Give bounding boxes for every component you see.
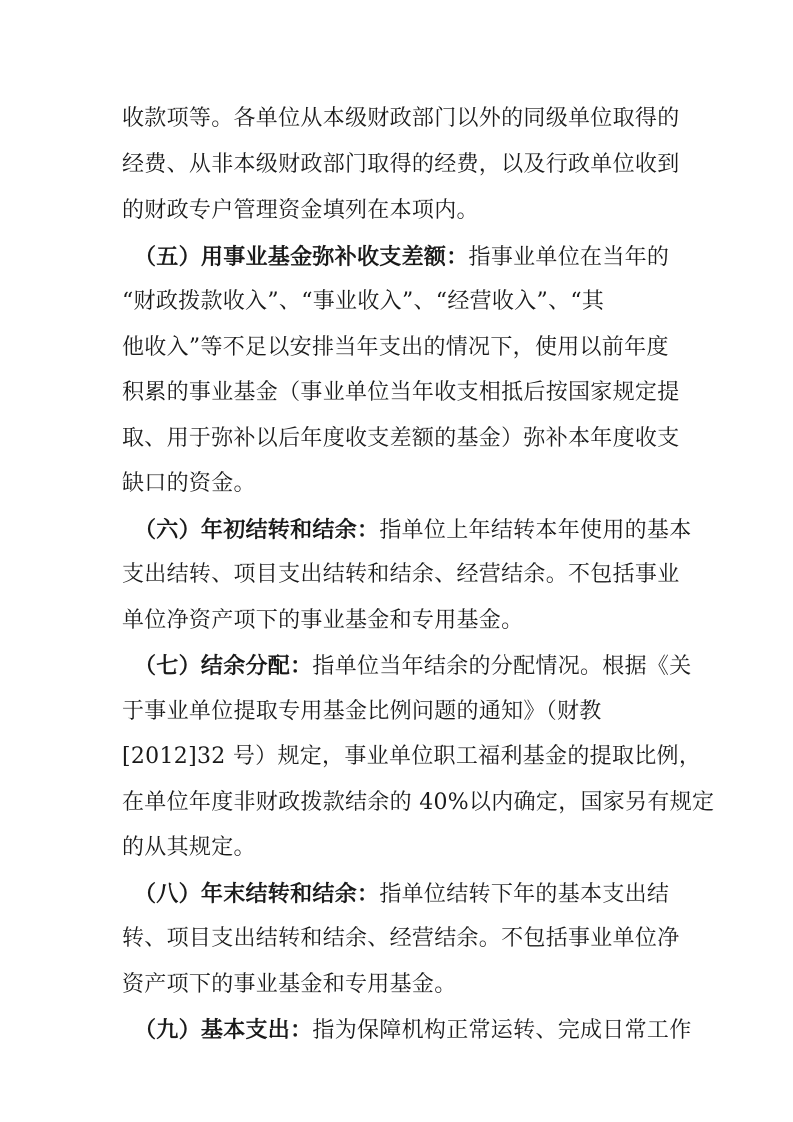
text-line: 单位净资产项下的事业基金和专用基金。 <box>122 608 524 633</box>
text-line: 取、用于弥补以后年度收支差额的基金）弥补本年度收支 <box>122 426 680 451</box>
paragraph-text: 指单位结转下年的基本支出结 <box>379 882 670 907</box>
text-line: 积累的事业基金（事业单位当年收支相抵后按国家规定提 <box>122 380 680 405</box>
text-line: 缺口的资金。 <box>122 471 256 496</box>
text-line: 在单位年度非财政拨款结余的 40%以内确定，国家另有规定 <box>122 790 715 815</box>
paragraph-text: 指单位上年结转本年使用的基本 <box>379 518 692 543</box>
paragraph-first-line <box>134 1015 692 1046</box>
section-heading: （五）用事业基金弥补收支差额： <box>134 244 469 270</box>
text-line: 的从其规定。 <box>122 835 256 860</box>
paragraph-first-line <box>134 879 669 910</box>
paragraph-text: 指事业单位在当年的 <box>468 245 670 270</box>
section-heading: （七）结余分配： <box>134 653 313 679</box>
section-heading: （六）年初结转和结余： <box>134 517 380 543</box>
paragraph-text: 指为保障机构正常运转、完成日常工作 <box>312 1018 692 1043</box>
text-line: 于事业单位提取专用基金比例问题的通知》（财教 <box>122 699 602 724</box>
paragraph-first-line <box>134 242 669 273</box>
text-line: “财政拨款收入”、“事业收入”、“经营收入”、“其 <box>122 289 605 314</box>
text-line: [2012]32 号）规定，事业单位职工福利基金的提取比例， <box>122 744 702 769</box>
section-heading: （八）年末结转和结余： <box>134 881 380 907</box>
section-heading: （九）基本支出： <box>134 1017 313 1043</box>
text-line: 转、项目支出结转和结余、经营结余。不包括事业单位净 <box>122 926 680 951</box>
paragraph-first-line <box>134 515 692 546</box>
text-line: 他收入”等不足以安排当年支出的情况下，使用以前年度 <box>122 335 669 360</box>
text-line: 收款项等。各单位从本级财政部门以外的同级单位取得的 <box>122 106 680 131</box>
paragraph-first-line <box>134 651 692 682</box>
paragraph-text: 指单位当年结余的分配情况。根据《关 <box>312 654 692 679</box>
text-line: 的财政专户管理资金填列在本项内。 <box>122 198 479 223</box>
text-line: 支出结转、项目支出结转和结余、经营结余。不包括事业 <box>122 562 680 587</box>
text-line: 经费、从非本级财政部门取得的经费，以及行政单位收到 <box>122 152 680 177</box>
text-line: 资产项下的事业基金和专用基金。 <box>122 972 457 997</box>
